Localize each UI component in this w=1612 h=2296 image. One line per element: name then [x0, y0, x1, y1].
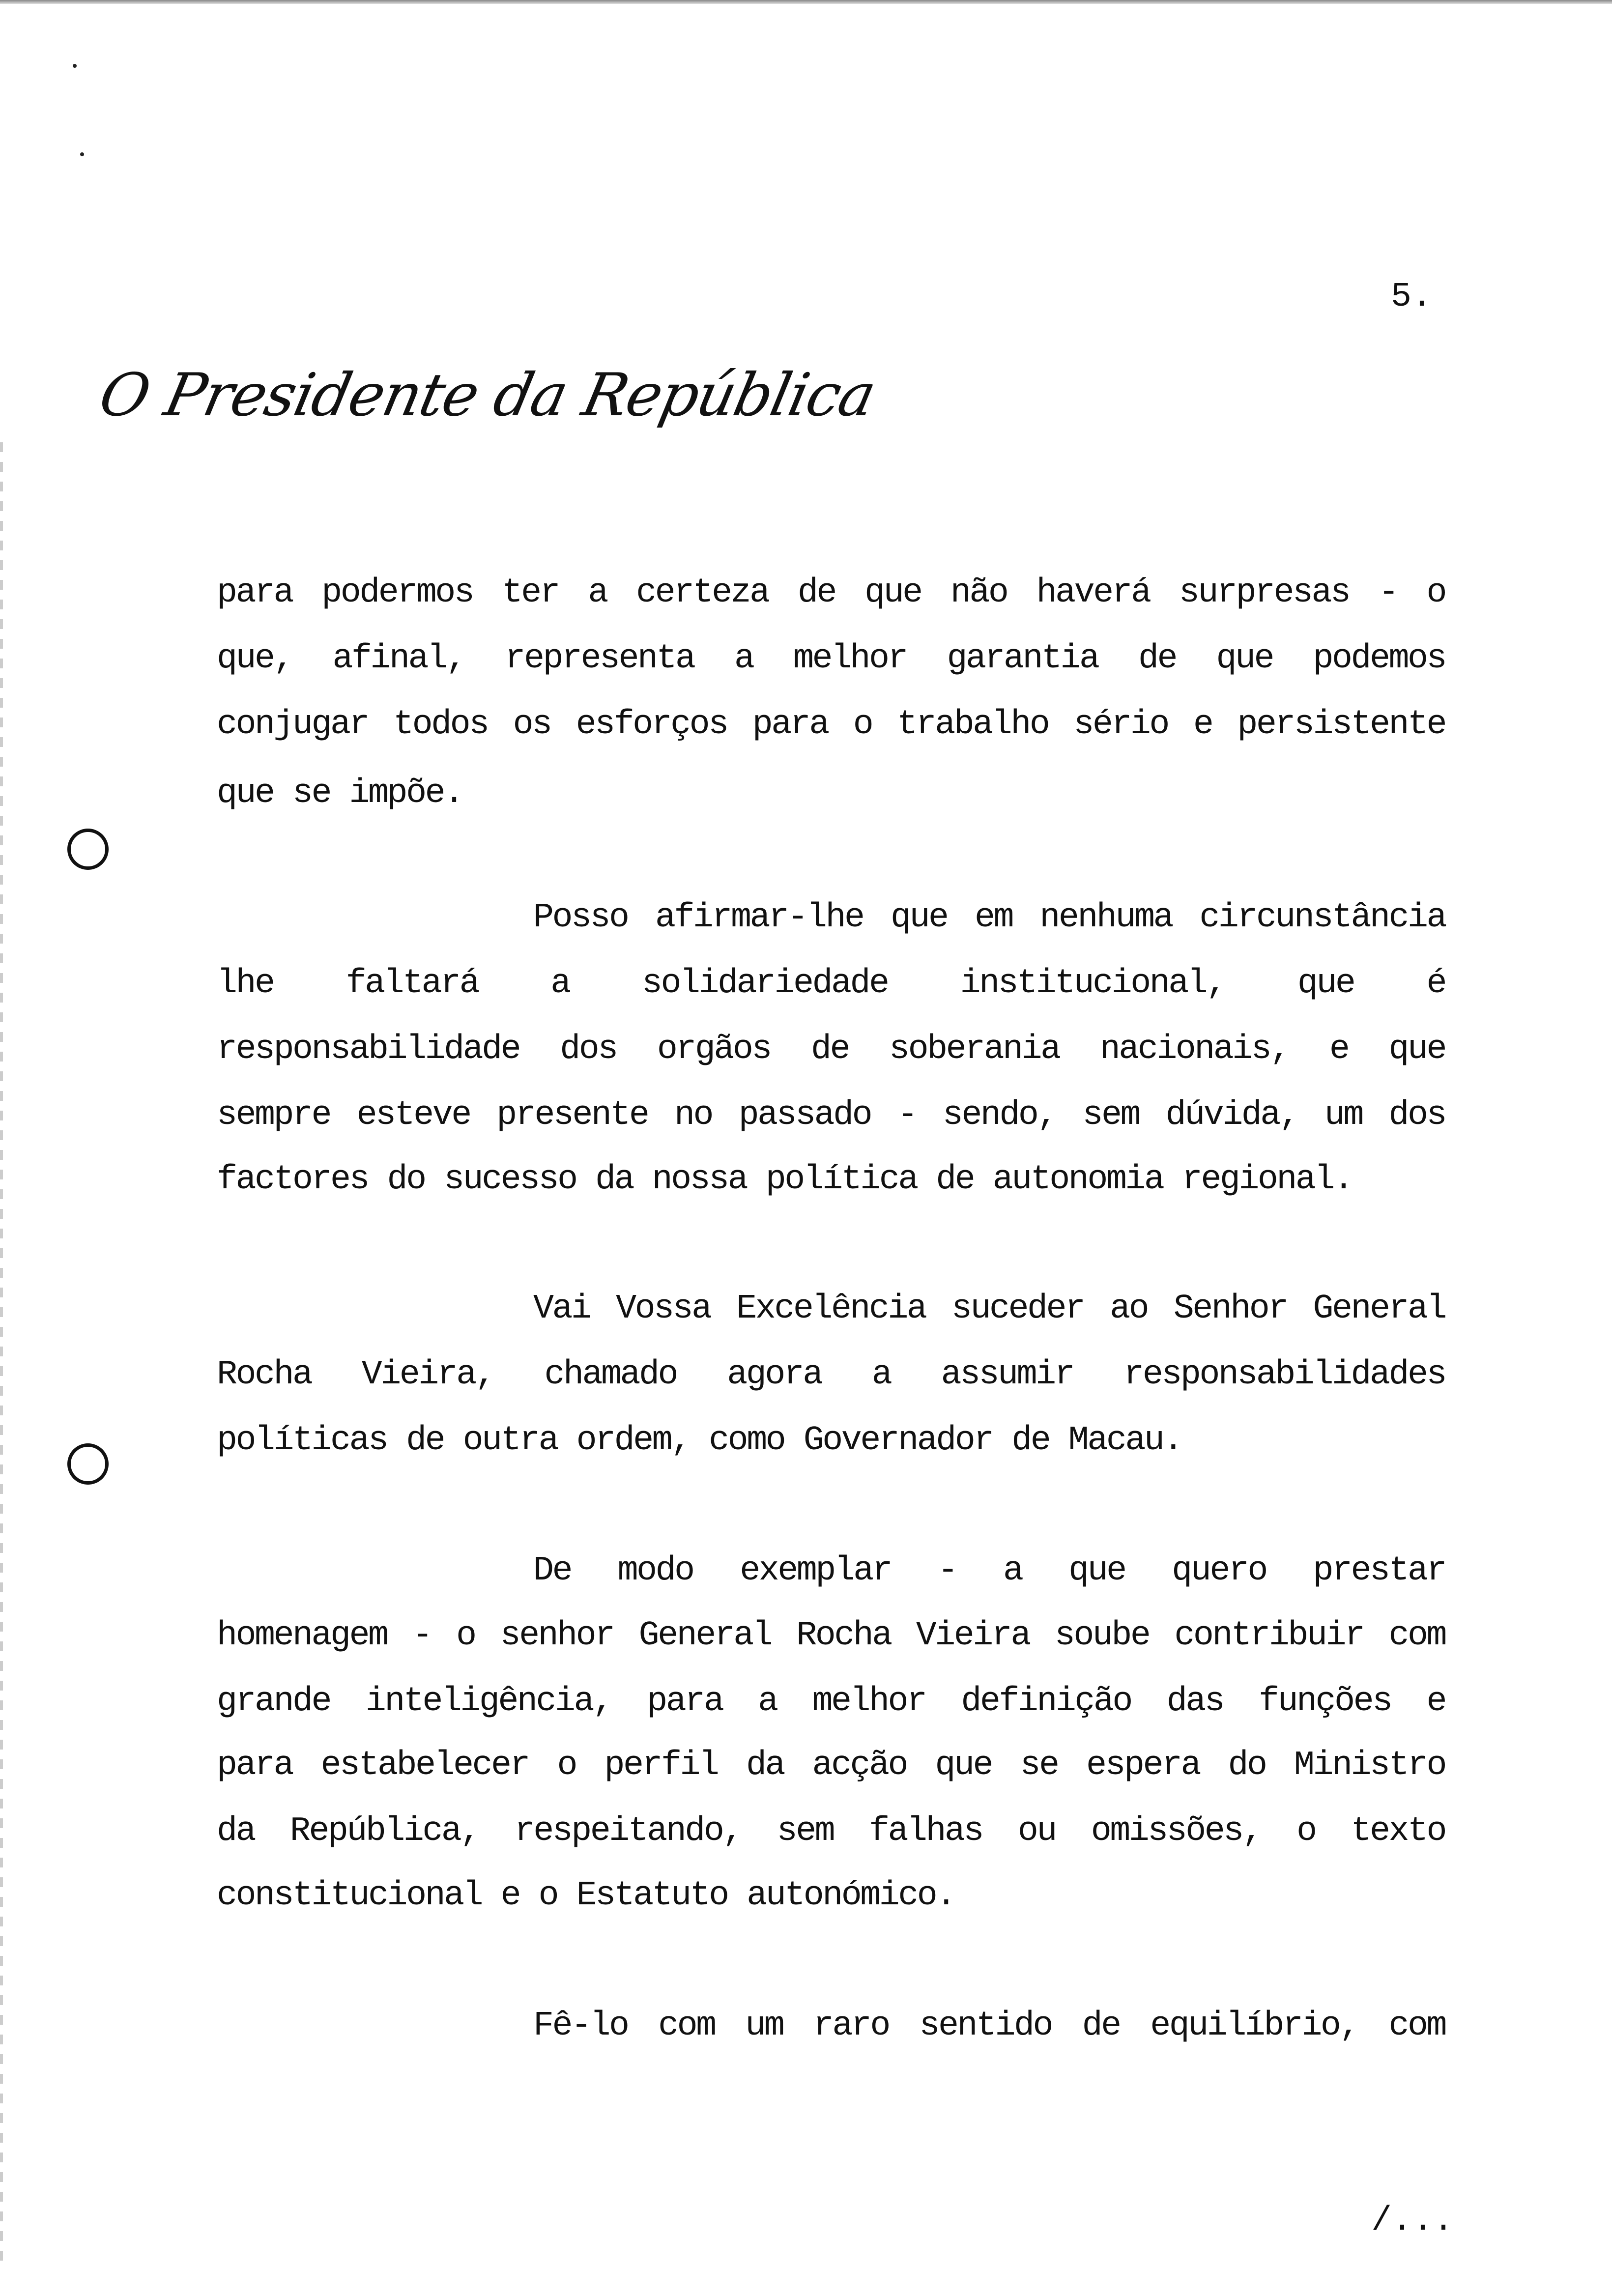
text-line: políticas de outra ordem, como Governador de Macau. — [217, 1421, 1182, 1460]
text-line: responsabilidade dos orgãos de soberania nacionais, e que — [217, 1030, 1445, 1069]
scan-left-edge — [0, 442, 3, 2261]
continuation-marker: /... — [1371, 2202, 1454, 2240]
text-line: para podermos ter a certeza de que não haverá surpresas - o — [217, 574, 1445, 612]
text-line: conjugar todos os esforços para o trabalho sério e persistente — [217, 705, 1445, 744]
text-line: grande inteligência, para a melhor definição das funções e — [217, 1682, 1445, 1721]
text-line: que se impõe. — [217, 774, 463, 813]
scan-top-edge — [0, 0, 1612, 4]
punch-hole — [67, 1443, 109, 1485]
text-line: sempre esteve presente no passado - sendo, sem dúvida, um dos — [217, 1096, 1445, 1135]
text-line: para estabelecer o perfil da acção que se espera do Ministro — [217, 1746, 1445, 1785]
punch-hole — [67, 829, 109, 870]
text-line: constitucional e o Estatuto autonómico. — [217, 1876, 955, 1915]
page-number: 5. — [1391, 278, 1433, 316]
text-line: homenagem - o senhor General Rocha Vieira soube contribuir com — [217, 1616, 1445, 1655]
scan-speck — [73, 64, 77, 68]
text-line: da República, respeitando, sem falhas ou omissões, o texto — [217, 1812, 1445, 1851]
text-line: lhe faltará a solidariedade institucional, que é — [217, 964, 1445, 1003]
letterhead-logo: O Presidente da República — [93, 361, 881, 430]
text-line: factores do sucesso da nossa política de autonomia regional. — [217, 1160, 1353, 1199]
text-line: Fê-lo com um raro sentido de equilíbrio, com — [533, 2007, 1445, 2045]
text-line: Rocha Vieira, chamado agora a assumir responsabilidades — [217, 1355, 1445, 1394]
text-line: Vai Vossa Excelência suceder ao Senhor General — [533, 1290, 1445, 1328]
text-line: De modo exemplar - a que quero prestar — [533, 1551, 1445, 1590]
text-line: que, afinal, representa a melhor garantia de que podemos — [217, 639, 1445, 678]
text-line: Posso afirmar-lhe que em nenhuma circunstância — [533, 898, 1445, 937]
scan-speck — [80, 152, 84, 156]
